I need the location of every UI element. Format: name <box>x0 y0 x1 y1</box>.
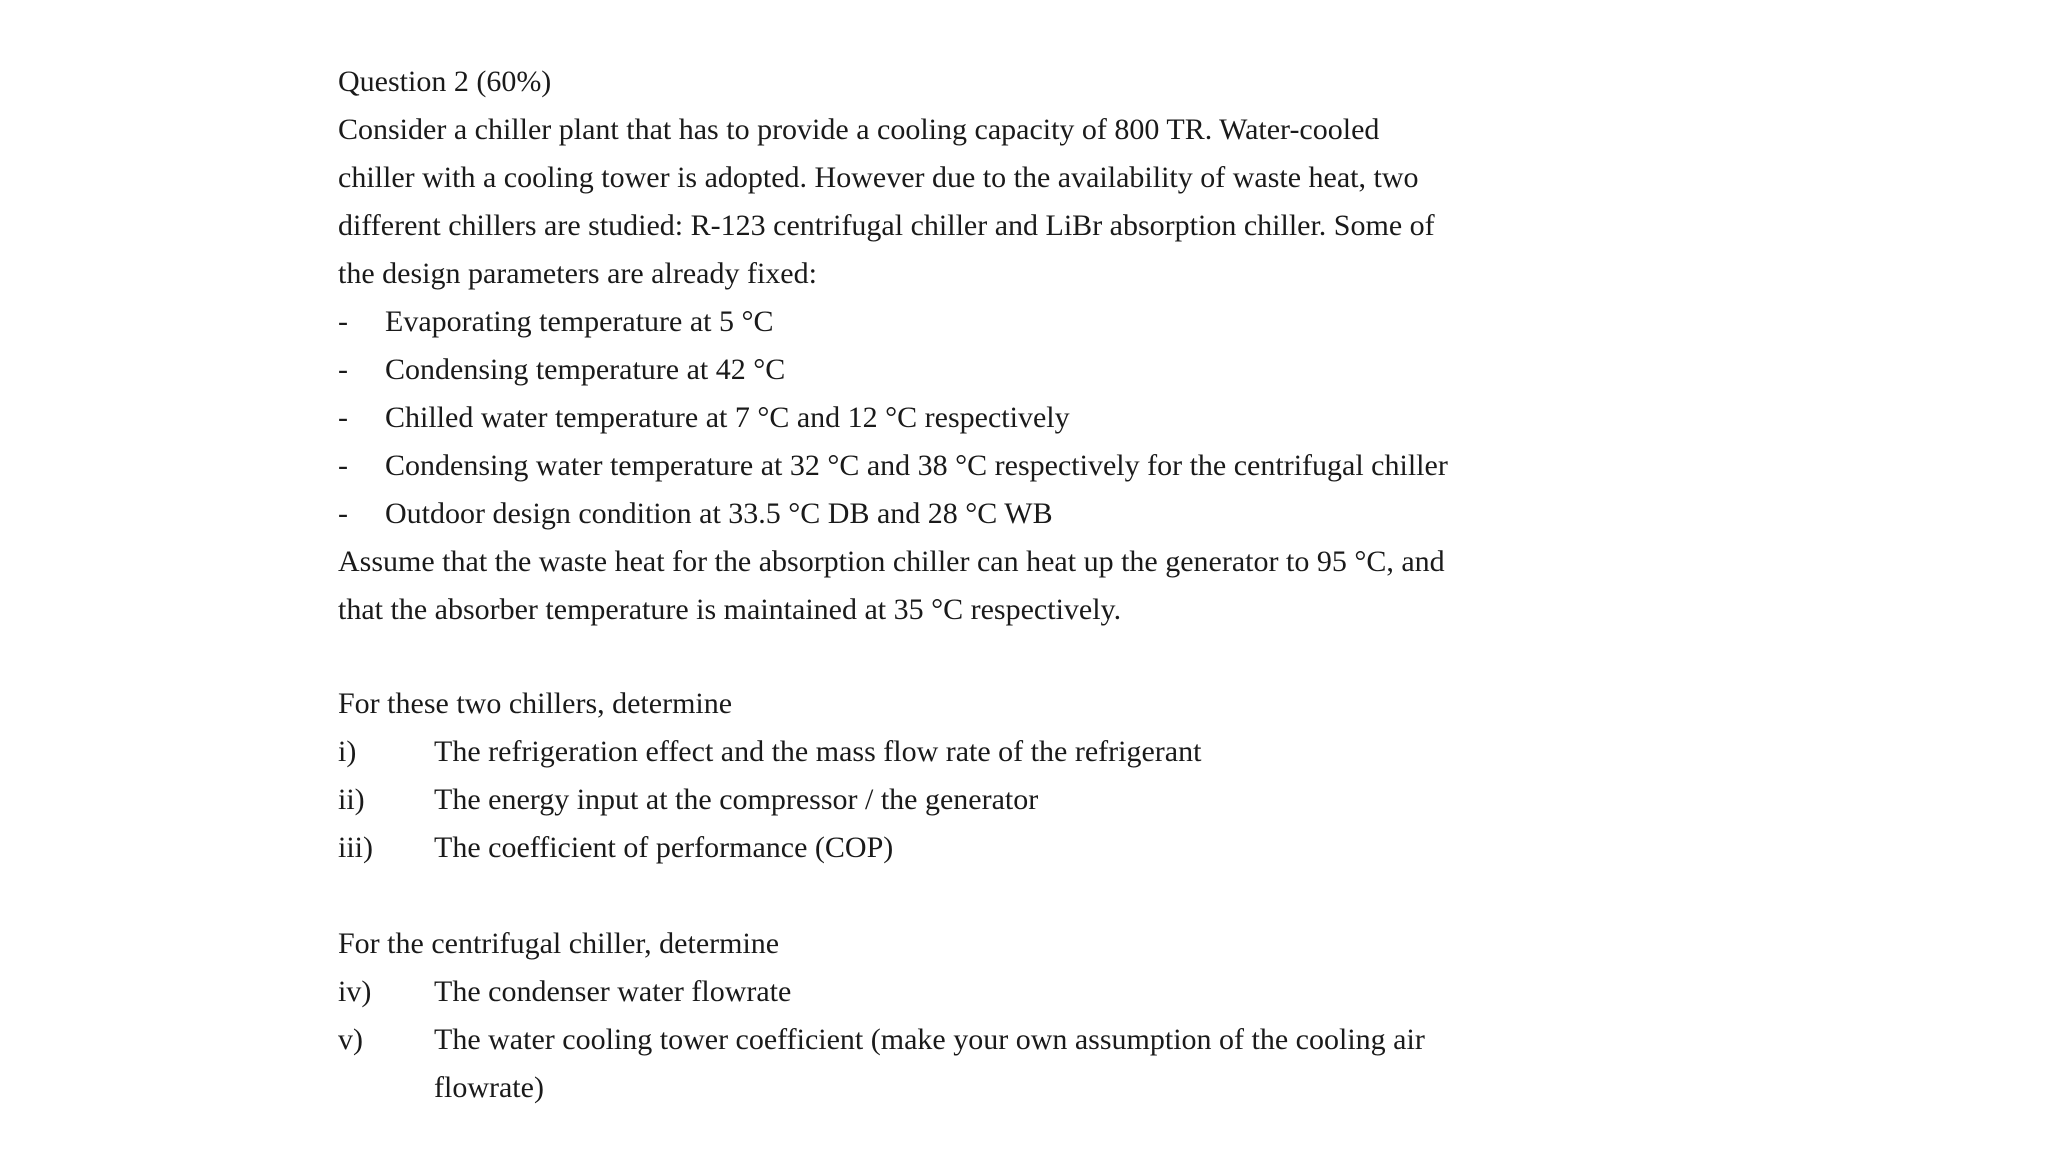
item-text-v-continuation: flowrate) <box>434 1071 544 1104</box>
intro-line-2: chiller with a cooling tower is adopted. However due to the availability of waste heat, two <box>338 161 1419 194</box>
intro-line-3: different chillers are studied: R-123 centrifugal chiller and LiBr absorption chiller. Some of <box>338 209 1435 242</box>
parameter-condensing-temperature: Condensing temperature at 42 °C <box>385 353 786 386</box>
bullet-marker: - <box>338 353 348 386</box>
item-text-ii: The energy input at the compressor / the generator <box>434 783 1039 816</box>
item-label-iii: iii) <box>338 831 373 864</box>
question-heading: Question 2 (60%) <box>338 65 552 98</box>
intro-line-4: the design parameters are already fixed: <box>338 257 817 290</box>
item-label-ii: ii) <box>338 783 365 816</box>
parameter-condensing-water-temperature: Condensing water temperature at 32 °C and 38 °C respectively for the centrifugal chiller <box>385 449 1448 482</box>
item-text-i: The refrigeration effect and the mass flow rate of the refrigerant <box>434 735 1202 768</box>
bullet-marker: - <box>338 449 348 482</box>
item-label-i: i) <box>338 735 357 768</box>
bullet-marker: - <box>338 401 348 434</box>
bullet-marker: - <box>338 305 348 338</box>
parameter-evaporating-temperature: Evaporating temperature at 5 °C <box>385 305 774 338</box>
assumption-line-2: that the absorber temperature is maintained at 35 °C respectively. <box>338 593 1122 626</box>
section2-heading: For the centrifugal chiller, determine <box>338 927 780 960</box>
parameter-chilled-water-temperature: Chilled water temperature at 7 °C and 12 °C respectively <box>385 401 1070 434</box>
parameter-outdoor-design-condition: Outdoor design condition at 33.5 °C DB and 28 °C WB <box>385 497 1053 530</box>
item-label-iv: iv) <box>338 975 372 1008</box>
item-label-v: v) <box>338 1023 363 1056</box>
bullet-marker: - <box>338 497 348 530</box>
item-text-iv: The condenser water flowrate <box>434 975 792 1008</box>
intro-line-1: Consider a chiller plant that has to provide a cooling capacity of 800 TR. Water-cooled <box>338 113 1380 146</box>
item-text-iii: The coefficient of performance (COP) <box>434 831 894 864</box>
assumption-line-1: Assume that the waste heat for the absorption chiller can heat up the generator to 95 °C, and <box>338 545 1445 578</box>
section1-heading: For these two chillers, determine <box>338 687 733 720</box>
item-text-v: The water cooling tower coefficient (make your own assumption of the cooling air <box>434 1023 1425 1056</box>
